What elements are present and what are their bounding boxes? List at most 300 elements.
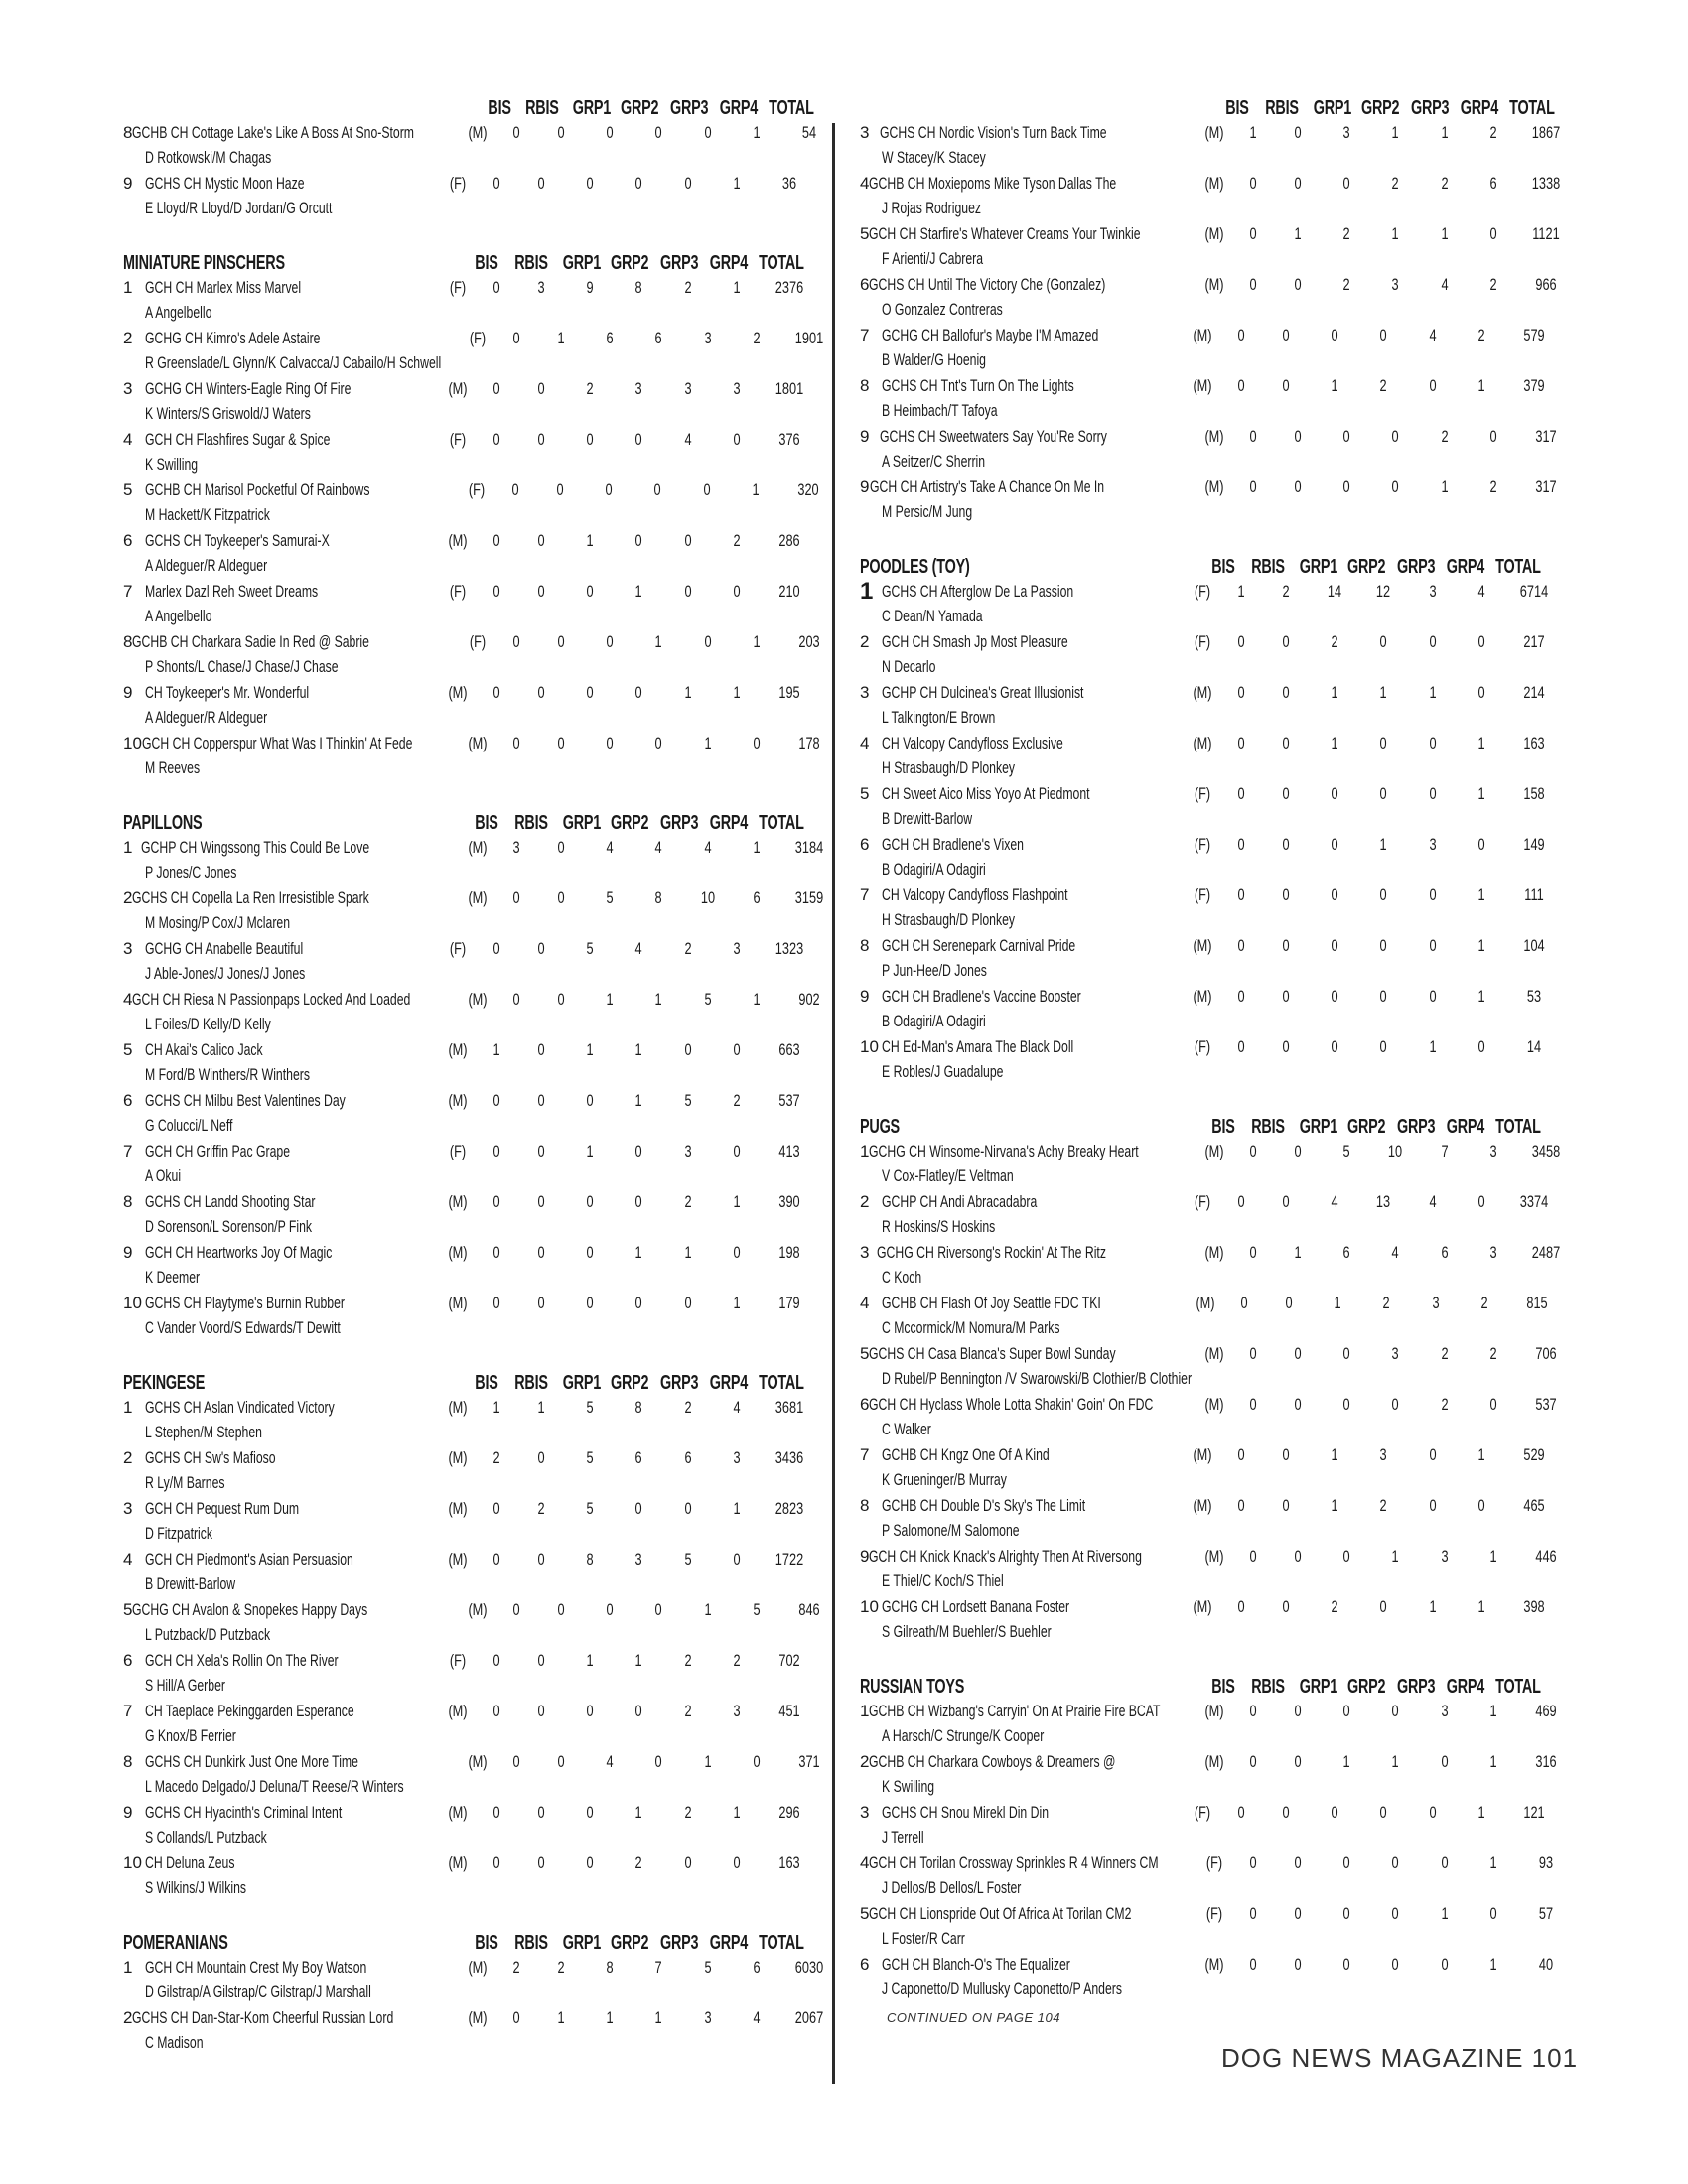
grp2-count: 0	[634, 1702, 642, 1720]
total-points: 3159	[794, 888, 824, 907]
grp1-count: 0	[1331, 784, 1338, 803]
rbis-count: 0	[1294, 123, 1302, 142]
owners: S Collands/L Putzback	[145, 1828, 267, 1846]
grp4-count: 2	[1489, 123, 1497, 142]
grp3-count: 2	[684, 1398, 692, 1417]
bis-count: 0	[1249, 1547, 1257, 1566]
header-grp3: GRP3	[660, 811, 699, 834]
rank: 10	[123, 1294, 142, 1312]
rbis-count: 0	[1282, 936, 1290, 955]
dog-name: GCHG CH Lordsett Banana Foster	[882, 1597, 1070, 1616]
grp4-count: 1	[753, 123, 761, 142]
grp4-count: 0	[733, 582, 741, 601]
dog-name: GCH CH Piedmont's Asian Persuasion	[145, 1550, 353, 1569]
owners: D Rubel/P Bennington /V Swarowski/B Clothier/B Clothier	[882, 1369, 1193, 1388]
grp1-count: 0	[1331, 835, 1338, 854]
table-row	[860, 272, 1563, 323]
dog-name: GCHP CH Dulcinea's Great Illusionist	[882, 683, 1084, 702]
grp4-count: 2	[753, 329, 761, 347]
grp1-count: 1	[1331, 683, 1338, 702]
rbis-count: 0	[1294, 1547, 1302, 1566]
dog-name: CH Deluna Zeus	[145, 1853, 235, 1872]
section-header	[123, 1931, 818, 1955]
table-row	[123, 275, 818, 326]
grp1-count: 2	[1342, 224, 1350, 243]
owners: D Rotkowski/M Chagas	[145, 148, 272, 167]
grp2-count: 1	[1391, 224, 1399, 243]
grp4-count: 0	[733, 1243, 741, 1262]
sex: (M)	[448, 1499, 468, 1518]
rank: 2	[860, 1192, 870, 1211]
section-miniature-pinschers	[123, 233, 824, 781]
header-total: TOTAL	[759, 811, 804, 834]
total-points: 451	[778, 1702, 800, 1720]
grp4-count: 0	[1489, 224, 1497, 243]
header-total: TOTAL	[769, 96, 814, 119]
dog-name: GCHG CH Winters-Eagle Ring Of Fire	[145, 379, 352, 398]
section-pekingese	[123, 1353, 818, 1901]
owners: M Reeves	[145, 758, 201, 777]
grp2-count: 12	[1375, 582, 1391, 601]
total-points: 376	[778, 430, 800, 449]
bis-count: 1	[1237, 582, 1245, 601]
section-header	[860, 1675, 1563, 1699]
header-grp2: GRP2	[611, 1371, 649, 1394]
rbis-count: 0	[557, 1752, 565, 1771]
rbis-count: 0	[1294, 1344, 1302, 1363]
table-row	[860, 120, 1563, 171]
owners: P Salomone/M Salomone	[882, 1521, 1020, 1540]
total-points: 1121	[1532, 224, 1560, 243]
bis-count: 0	[1237, 734, 1245, 752]
grp1-count: 0	[605, 480, 613, 499]
grp4-count: 1	[1489, 1853, 1497, 1872]
grp1-count: 0	[1342, 1853, 1350, 1872]
grp1-count: 0	[1342, 174, 1350, 193]
total-points: 195	[778, 683, 800, 702]
bis-count: 0	[1249, 174, 1257, 193]
total-points: 2487	[1531, 1243, 1561, 1262]
grp2-count: 8	[654, 888, 662, 907]
grp1-count: 2	[1342, 275, 1350, 294]
dog-name: Marlex Dazl Reh Sweet Dreams	[145, 582, 319, 601]
grp2-count: 1	[634, 1091, 642, 1110]
table-row	[123, 1496, 818, 1547]
total-points: 1338	[1531, 174, 1561, 193]
owners: V Cox-Flatley/E Veltman	[882, 1166, 1014, 1185]
grp4-count: 0	[1489, 1904, 1497, 1923]
dog-name: GCH CH Bradlene's Vixen	[882, 835, 1024, 854]
owners: A Okui	[145, 1166, 182, 1185]
rbis-count: 1	[1294, 1243, 1302, 1262]
table-row	[123, 1850, 818, 1901]
bis-count: 0	[512, 990, 520, 1009]
sex: (M)	[1204, 224, 1224, 243]
sex: (M)	[1204, 1142, 1224, 1160]
bis-count: 0	[1237, 376, 1245, 395]
grp4-count: 4	[753, 2008, 761, 2027]
grp3-count: 6	[684, 1448, 692, 1467]
grp2-count: 0	[634, 430, 642, 449]
grp4-count: 3	[1489, 1142, 1497, 1160]
table-row	[123, 936, 818, 987]
rank: 7	[123, 1142, 133, 1160]
rbis-count: 0	[1294, 1395, 1302, 1414]
bis-count: 0	[1249, 1142, 1257, 1160]
grp4-count: 1	[733, 683, 741, 702]
grp3-count: 0	[1429, 734, 1437, 752]
owners: B Odagiri/A Odagiri	[882, 1012, 986, 1030]
grp3-count: 0	[1429, 1496, 1437, 1515]
rbis-count: 0	[537, 430, 545, 449]
table-row	[860, 424, 1563, 475]
grp3-count: 0	[1429, 1445, 1437, 1464]
rank: 2	[123, 2008, 133, 2027]
rank: 6	[860, 1955, 870, 1974]
grp1-count: 1	[606, 990, 614, 1009]
owners: L Foster/R Carr	[882, 1929, 965, 1948]
sex: (M)	[1204, 427, 1224, 446]
dog-name: GCHB CH Marisol Pocketful Of Rainbows	[145, 480, 370, 499]
bis-count: 0	[492, 430, 500, 449]
grp4-count: 0	[733, 1550, 741, 1569]
bis-count: 0	[511, 480, 519, 499]
header-grp3: GRP3	[660, 1931, 699, 1954]
grp1-count: 0	[1342, 1702, 1350, 1720]
grp1-count: 0	[1342, 1955, 1350, 1974]
rbis-count: 0	[557, 123, 565, 142]
rbis-count: 0	[537, 1294, 545, 1312]
rbis-count: 0	[537, 1192, 545, 1211]
rank: 10	[860, 1597, 879, 1616]
grp3-count: 0	[1441, 1853, 1449, 1872]
rbis-count: 0	[1282, 683, 1290, 702]
bis-count: 1	[492, 1040, 500, 1059]
grp1-count: 0	[1342, 478, 1350, 496]
left-column	[123, 96, 824, 2068]
header-grp4: GRP4	[1446, 1115, 1485, 1138]
grp2-count: 0	[1379, 987, 1387, 1006]
grp3-count: 2	[684, 939, 692, 958]
total-points: 53	[1526, 987, 1542, 1006]
grp1-count: 0	[586, 683, 594, 702]
rank: 6	[860, 275, 870, 294]
header-total: TOTAL	[759, 1371, 804, 1394]
grp2-count: 1	[654, 990, 662, 1009]
rank: 4	[860, 174, 870, 193]
bis-count: 0	[1237, 683, 1245, 702]
rbis-count: 2	[537, 1499, 545, 1518]
header-grp4: GRP4	[709, 1931, 749, 1954]
grp2-count: 3	[634, 379, 642, 398]
grp2-count: 1	[634, 1803, 642, 1822]
rbis-count: 0	[537, 1091, 545, 1110]
table-row	[860, 984, 1563, 1034]
section-papillons	[123, 793, 824, 1341]
rank: 6	[123, 531, 133, 550]
total-points: 111	[1524, 886, 1544, 904]
total-points: 163	[1523, 734, 1545, 752]
grp1-count: 0	[1331, 886, 1338, 904]
dog-name: GCH CH Starfire's Whatever Creams Your Twinkie	[869, 224, 1141, 243]
sex: (M)	[448, 683, 468, 702]
grp2-count: 1	[1391, 1752, 1399, 1771]
dog-name: GCH CH Lionspride Out Of Africa At Torilan CM2	[869, 1904, 1132, 1923]
rbis-count: 0	[1282, 987, 1290, 1006]
total-points: 3374	[1519, 1192, 1549, 1211]
bis-count: 1	[1249, 123, 1257, 142]
dog-name: CH Taeplace Pekinggarden Esperance	[145, 1702, 354, 1720]
sex: (F)	[1194, 632, 1211, 651]
rbis-count: 0	[1294, 1955, 1302, 1974]
bis-count: 0	[1249, 427, 1257, 446]
sex: (M)	[1193, 936, 1212, 955]
grp4-count: 6	[753, 888, 761, 907]
grp4-count: 0	[1489, 427, 1497, 446]
dog-name: GCH CH Marlex Miss Marvel	[145, 278, 302, 297]
dog-name: GCHS CH Aslan Vindicated Victory	[145, 1398, 335, 1417]
sex: (M)	[1193, 326, 1212, 344]
owners: O Gonzalez Contreras	[882, 300, 1003, 319]
grp4-count: 1	[1477, 784, 1485, 803]
header-total: TOTAL	[1509, 96, 1555, 119]
grp4-count: 0	[1477, 683, 1485, 702]
grp3-count: 7	[1441, 1142, 1449, 1160]
grp4-count: 1	[1477, 987, 1485, 1006]
header-rbis: RBIS	[525, 96, 559, 119]
grp1-count: 0	[1331, 936, 1338, 955]
grp2-count: 3	[1391, 275, 1399, 294]
rbis-count: 0	[537, 1702, 545, 1720]
header-total: TOTAL	[1495, 555, 1541, 578]
grp3-count: 0	[684, 1853, 692, 1872]
rbis-count: 0	[1282, 1037, 1290, 1056]
grp2-count: 0	[1391, 478, 1399, 496]
rbis-count: 1	[1294, 224, 1302, 243]
grp3-count: 5	[684, 1091, 692, 1110]
sex: (F)	[449, 1651, 467, 1670]
header-grp2: GRP2	[1347, 1115, 1386, 1138]
dog-name: GCH CH Blanch-O's The Equalizer	[882, 1955, 1070, 1974]
grp1-count: 2	[1331, 632, 1338, 651]
sex: (M)	[1193, 683, 1212, 702]
grp2-count: 0	[1379, 936, 1387, 955]
owners: P Shonts/L Chase/J Chase/J Chase	[145, 657, 339, 676]
sex: (M)	[1193, 1597, 1212, 1616]
section-title: PEKINGESE	[123, 1371, 206, 1394]
grp4-count: 1	[1477, 734, 1485, 752]
bis-count: 0	[492, 1294, 500, 1312]
rank: 3	[860, 1803, 870, 1822]
grp4-count: 1	[1477, 1803, 1485, 1822]
grp3-count: 0	[1429, 1803, 1437, 1822]
rank: 2	[123, 888, 133, 907]
sex: (F)	[1205, 1853, 1223, 1872]
section-pugs	[860, 1097, 1563, 1645]
grp4-count: 1	[733, 1803, 741, 1822]
owners: C Vander Voord/S Edwards/T Dewitt	[145, 1318, 341, 1337]
sex: (M)	[1204, 123, 1224, 142]
rbis-count: 0	[537, 1651, 545, 1670]
grp3-count: 2	[1441, 174, 1449, 193]
grp3-count: 0	[684, 1040, 692, 1059]
grp1-count: 0	[586, 1294, 594, 1312]
owners: R Greenslade/L Glynn/K Calvacca/J Cabailo/H Schwell	[145, 353, 442, 372]
total-points: 203	[798, 632, 820, 651]
grp3-count: 3	[704, 2008, 712, 2027]
header-grp2: GRP2	[611, 251, 649, 274]
owners: B Walder/G Hoenig	[882, 350, 986, 369]
rbis-count: 1	[557, 2008, 565, 2027]
rbis-count: 0	[537, 379, 545, 398]
owners: M Hackett/K Fitzpatrick	[145, 505, 270, 524]
header-grp1: GRP1	[562, 251, 602, 274]
table-row	[123, 1749, 818, 1800]
rbis-count: 1	[537, 1398, 545, 1417]
grp2-count: 0	[1379, 784, 1387, 803]
grp1-count: 0	[586, 1702, 594, 1720]
table-row	[123, 1189, 818, 1240]
rank: 2	[860, 1752, 870, 1771]
rank: 1	[123, 278, 133, 297]
rank: 9	[860, 1547, 870, 1566]
grp2-count: 1	[1379, 683, 1387, 702]
sex: (M)	[448, 1091, 468, 1110]
total-points: 1867	[1531, 123, 1561, 142]
total-points: 469	[1535, 1702, 1557, 1720]
rbis-count: 0	[1282, 1803, 1290, 1822]
grp2-count: 6	[634, 1448, 642, 1467]
section-poodles-toy	[860, 537, 1563, 1085]
sex: (M)	[448, 1192, 468, 1211]
grp1-count: 0	[586, 582, 594, 601]
rbis-count: 0	[557, 838, 565, 857]
grp1-count: 2	[1331, 1597, 1338, 1616]
grp1-count: 0	[586, 1192, 594, 1211]
table-row	[860, 221, 1563, 272]
grp4-count: 3	[733, 939, 741, 958]
rbis-count: 0	[537, 1803, 545, 1822]
grp4-count: 0	[753, 1752, 761, 1771]
rank: 2	[860, 632, 870, 651]
grp3-count: 1	[704, 734, 712, 752]
grp4-count: 0	[1477, 1037, 1485, 1056]
section-title: MINIATURE PINSCHERS	[123, 251, 285, 274]
owners: N Decarlo	[882, 657, 936, 676]
grp1-count: 0	[1342, 427, 1350, 446]
header-bis: BIS	[488, 96, 511, 119]
grp2-count: 3	[634, 1550, 642, 1569]
owners: L Talkington/E Brown	[882, 708, 996, 727]
dog-name: GCH CH Xela's Rollin On The River	[145, 1651, 339, 1670]
grp4-count: 2	[733, 1091, 741, 1110]
rbis-count: 0	[1294, 427, 1302, 446]
grp1-count: 0	[1342, 1395, 1350, 1414]
grp3-count: 2	[1441, 427, 1449, 446]
table-row	[123, 120, 818, 171]
grp1-count: 1	[606, 2008, 614, 2027]
rank: 1	[860, 578, 874, 605]
grp3-count: 4	[1441, 275, 1449, 294]
total-points: 702	[778, 1651, 800, 1670]
total-points: 121	[1523, 1803, 1545, 1822]
total-points: 1801	[774, 379, 804, 398]
sex: (M)	[1204, 174, 1224, 193]
owners: P Jun-Hee/D Jones	[882, 961, 987, 980]
sex: (F)	[469, 632, 487, 651]
dog-name: GCHS CH Toykeeper's Samurai-X	[145, 531, 330, 550]
column-header-right	[860, 96, 1563, 120]
sex: (M)	[1204, 478, 1224, 496]
rank: 10	[123, 1853, 142, 1872]
grp4-count: 4	[1477, 582, 1485, 601]
total-points: 1901	[794, 329, 824, 347]
total-points: 663	[778, 1040, 800, 1059]
table-row	[123, 528, 818, 579]
continued-note: CONTINUED ON PAGE 104	[887, 2010, 1060, 2025]
bis-count: 0	[492, 1803, 500, 1822]
grp4-count: 2	[1489, 1344, 1497, 1363]
total-points: 317	[1535, 427, 1557, 446]
dog-name: GCHG CH Kimro's Adele Astaire	[145, 329, 321, 347]
rbis-count: 2	[557, 1958, 565, 1977]
owners: M Ford/B Winthers/R Winthers	[145, 1065, 310, 1084]
grp2-count: 3	[1379, 1445, 1387, 1464]
grp1-count: 1	[1331, 1445, 1338, 1464]
sex: (M)	[468, 838, 488, 857]
grp4-count: 4	[733, 1398, 741, 1417]
bis-count: 0	[1237, 326, 1245, 344]
header-grp2: GRP2	[611, 1931, 649, 1954]
header-grp1: GRP1	[562, 1371, 602, 1394]
table-row	[860, 1800, 1563, 1850]
table-row	[123, 1088, 818, 1139]
rank: 8	[123, 1192, 133, 1211]
total-points: 846	[798, 1600, 820, 1619]
section-russian-toys	[860, 1657, 1563, 2002]
dog-name: GCH CH Flashfires Sugar & Spice	[145, 430, 331, 449]
grp1-count: 0	[586, 174, 594, 193]
sex: (F)	[1194, 784, 1211, 803]
bis-count: 0	[1249, 1243, 1257, 1262]
rank: 8	[860, 936, 870, 955]
sex: (M)	[448, 531, 468, 550]
grp2-count: 0	[634, 683, 642, 702]
bis-count: 0	[492, 1142, 500, 1160]
bis-count: 0	[492, 1651, 500, 1670]
header-grp3: GRP3	[1411, 96, 1450, 119]
grp1-count: 5	[586, 1448, 594, 1467]
grp3-count: 1	[1429, 683, 1437, 702]
bis-count: 0	[512, 2008, 520, 2027]
sex: (M)	[468, 1752, 488, 1771]
owners: P Jones/C Jones	[145, 863, 237, 882]
grp3-count: 1	[1441, 123, 1449, 142]
total-points: 6714	[1519, 582, 1549, 601]
rank: 4	[860, 1853, 870, 1872]
rank: 2	[123, 329, 133, 347]
grp4-count: 1	[733, 1294, 741, 1312]
bis-count: 0	[1237, 1496, 1245, 1515]
table-row	[860, 1139, 1563, 1189]
rank: 9	[860, 478, 870, 496]
grp2-count: 0	[1391, 1853, 1399, 1872]
dog-name: GCHS CH Copella La Ren Irresistible Spark	[132, 888, 370, 907]
grp2-count: 0	[1391, 1955, 1399, 1974]
total-points: 3436	[774, 1448, 804, 1467]
owners: J Dellos/B Dellos/L Foster	[882, 1878, 1022, 1897]
header-grp2: GRP2	[621, 96, 659, 119]
